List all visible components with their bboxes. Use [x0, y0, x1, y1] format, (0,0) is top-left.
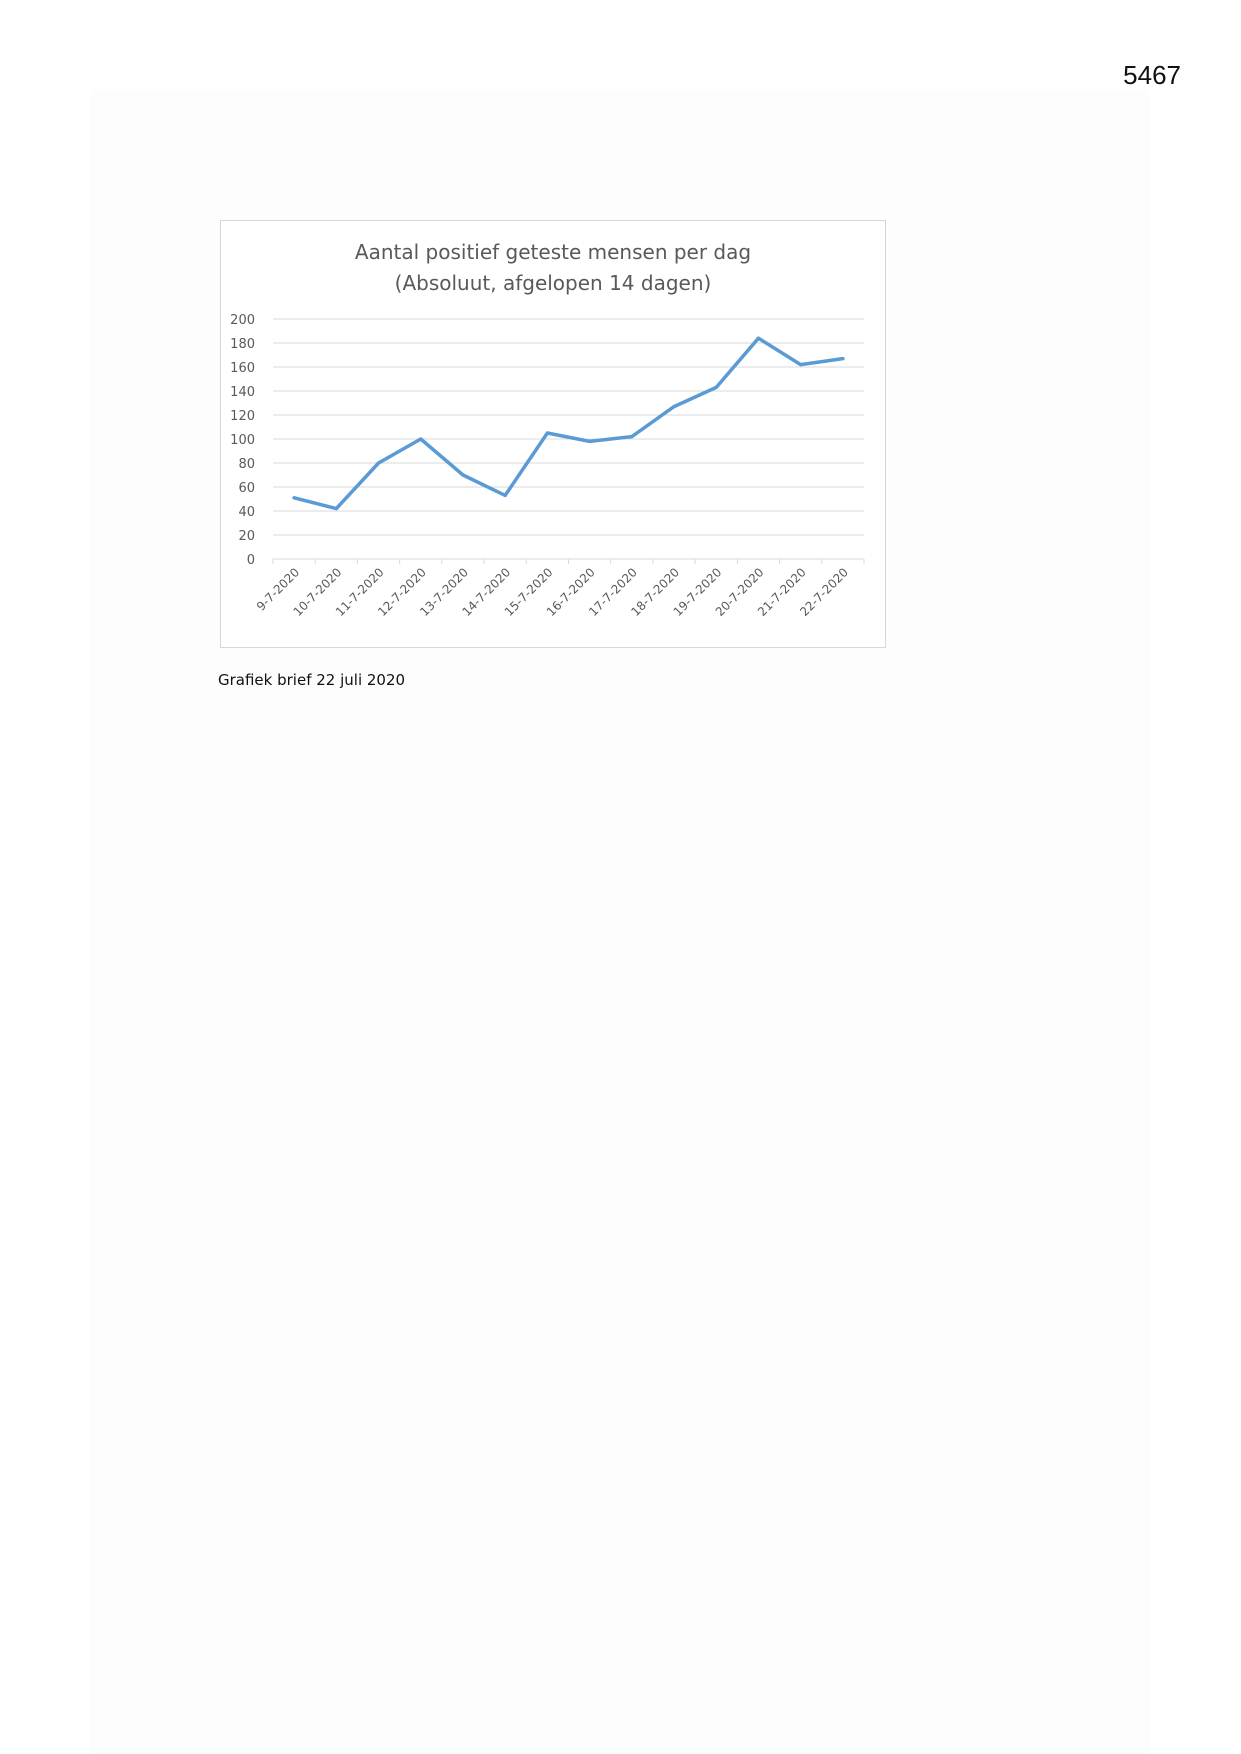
- data-point: [757, 337, 760, 340]
- x-axis: [254, 559, 864, 619]
- data-point: [630, 435, 633, 438]
- x-tick-label: 9-7-2020: [253, 565, 303, 614]
- chart-title: Aantal positief geteste mensen per dag: [354, 240, 752, 264]
- data-point: [588, 440, 591, 443]
- x-tick-label: 21-7-2020: [754, 565, 809, 620]
- y-tick-label: 140: [230, 385, 255, 400]
- data-point: [841, 357, 844, 360]
- y-tick-label: 120: [230, 409, 255, 424]
- data-point: [335, 507, 338, 510]
- chart-subtitle: (Absoluut, afgelopen 14 dagen): [394, 271, 712, 295]
- data-point: [461, 473, 464, 476]
- y-tick-label: 160: [230, 361, 255, 376]
- data-point: [672, 405, 675, 408]
- x-tick-label: 19-7-2020: [670, 565, 725, 620]
- y-tick-label: 0: [246, 553, 255, 568]
- x-tick-label: 20-7-2020: [712, 565, 767, 620]
- x-tick-label: 12-7-2020: [375, 565, 429, 620]
- y-tick-label: 180: [230, 337, 255, 352]
- y-tick-label: 40: [238, 505, 255, 520]
- line-chart: [220, 220, 886, 648]
- data-point: [799, 363, 802, 366]
- figure-caption: Grafiek brief 22 juli 2020: [218, 671, 406, 689]
- x-tick-label: 22-7-2020: [797, 565, 852, 620]
- x-tick-label: 15-7-2020: [501, 565, 556, 620]
- data-point: [293, 496, 296, 499]
- data-point: [715, 386, 718, 389]
- data-point: [504, 494, 507, 497]
- y-axis-ticks: [230, 313, 255, 568]
- x-tick-label: 18-7-2020: [628, 565, 683, 620]
- data-point: [546, 431, 549, 434]
- data-point: [419, 437, 422, 440]
- series-layer: [293, 337, 845, 511]
- y-tick-label: 100: [230, 433, 255, 448]
- series-line: [294, 338, 843, 508]
- chart-svg: [221, 221, 885, 647]
- x-tick-label: 13-7-2020: [417, 565, 472, 620]
- y-tick-label: 20: [238, 529, 255, 544]
- data-point: [377, 461, 380, 464]
- page-number: 5467: [1123, 60, 1181, 90]
- x-tick-label: 10-7-2020: [290, 565, 345, 620]
- x-tick-label: 16-7-2020: [543, 565, 598, 620]
- x-tick-label: 14-7-2020: [459, 565, 514, 620]
- y-tick-label: 80: [238, 457, 255, 472]
- y-tick-label: 60: [238, 481, 255, 496]
- y-tick-label: 200: [230, 313, 255, 328]
- x-tick-label: 11-7-2020: [332, 565, 387, 620]
- x-tick-label: 17-7-2020: [586, 565, 640, 620]
- gridlines: [273, 319, 864, 559]
